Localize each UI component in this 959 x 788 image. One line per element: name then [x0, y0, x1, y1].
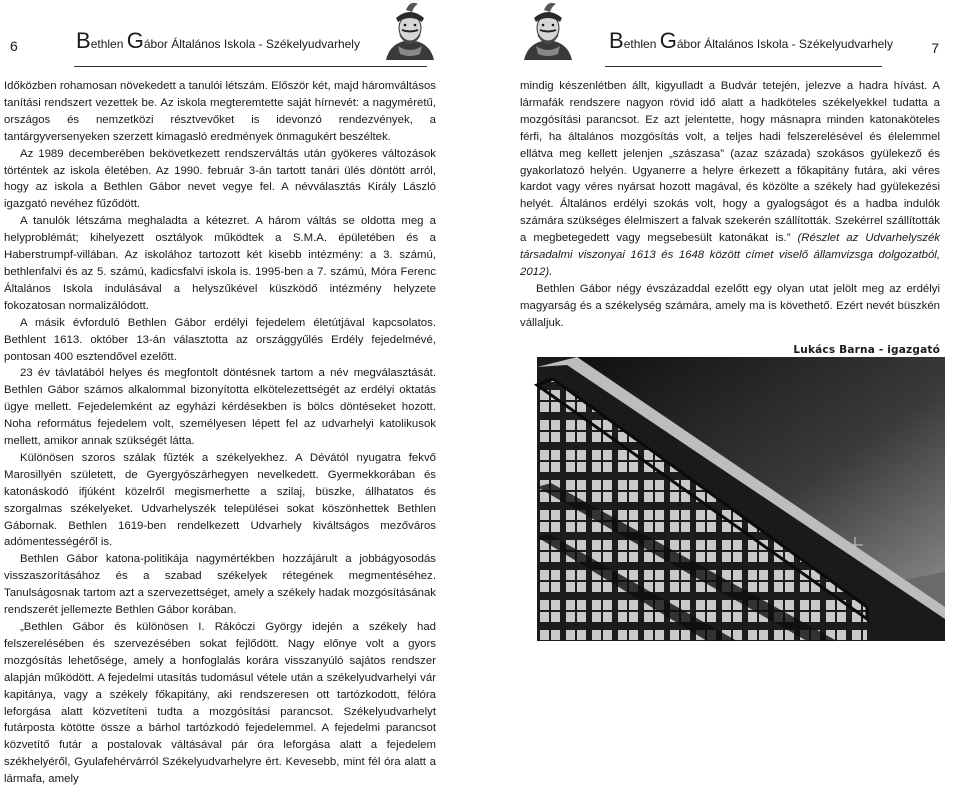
left-page: [0, 0, 479, 786]
left-body-text: [4, 78, 436, 788]
paragraph: A tanulók létszáma meghaladta a kétezret. A három váltás se oldotta meg a helyproblémát; kihelyezett osztályok működtek a S.M.A. épületében és a Haberstrumpf-villában. Az iskolához tartozott két kisebb intézmény: a 3. számú, bethlenfalvi és az 5. számú, kadicsfalvi iskola is. 1995-ben a 7. számú, Móra Ferenc Általános Iskola indulásával a helyszűkével küszködő intézmény helyzete fokozatosan normalizálódott.: [4, 215, 436, 312]
left-page-header: [0, 0, 479, 68]
header-rule: [74, 66, 427, 67]
right-page: [480, 0, 959, 688]
paragraph: A másik évforduló Bethlen Gábor erdélyi fejedelem életútjával kapcsolatos. Bethlent 1613. október 13-án választotta az országgyűlés Erdély fejedelmévé, pontosan 400 esztendővel ezelőtt.: [4, 316, 436, 363]
signature: Lukács Barna - igazgató: [793, 343, 940, 356]
paragraph: „Bethlen Gábor és különösen I. Rákóczi György idején a székely had felszerelésében és szervezésében sokat fejlődött. Nagy előnye volt a gyors mozgósítás lehetősége, amely a honfoglalás korára visszanyúló sajátos rendszer alapján működött. A fejedelmi utasítás tudomásul vétele után a székelyudvarhelyi vár kapitánya, vagy a székely főkapitány, aki rendszeresen ott tartózkodott, félóra leforgása alatt közvetíteni tudta a mozgósítási parancsot. Székelyudvarhelyt futárposta kötötte össze a bárhol tartózkodó fejedelemmel. A fejedelmi parancsot közvetítő futár a postalovak váltásával pár óra leforgása alatt a fejedelem székhelyéről, Gyulafehérvárról Székelyudvarhelyre ért. Kevesebb, mint fél óra alatt a lármafa, amely: [4, 621, 436, 786]
page-number: 7: [931, 40, 939, 56]
right-page-header: [480, 0, 959, 68]
school-name-header: Bethlen Gábor Általános Iskola - Székelyudvarhely: [76, 28, 360, 53]
paragraph: Különösen szoros szálak fűzték a székelyekhez. A Dévától nyugatra fekvő Marosillyén született, de Gyergyószárhegyen nevelkedett. Gyermekkorában és katonáskodó ifjúként közelről megismerhette a szilaj, büszke, állhatatos és szorgalmas székelyeket. Udvarhelyszék települései sokat köszönhettek Bethlen Gábornak. Bethlen 1619-ben rendelkezett Udvarhely kiváltságos mezőváros adómentességéről is.: [4, 451, 436, 549]
paragraph: Az 1989 decemberében bekövetkezett rendszerváltás után gyökeres változások történtek az iskola életében. Az 1990. február 3-án tartott tanári ülés döntött arról, hogy az iskola a Bethlen Gábor nevet vegye fel. A névválasztás Király László igazgató nevéhez fűződött.: [4, 147, 436, 211]
header-rule: [605, 66, 882, 67]
bethlen-gabor-portrait-icon: [382, 2, 438, 60]
school-name-header: Bethlen Gábor Általános Iskola - Székelyudvarhely: [609, 28, 893, 53]
school-building-photo: [537, 357, 945, 641]
page-number: 6: [10, 38, 18, 54]
paragraph: Bethlen Gábor katona-politikája nagymértékben hozzájárult a jobbágyosodás visszaszorításához és a szabad székelyek rétegének megmentéséhez. Tanulságosnak tartom azt a szervezettséget, amely a székely hadak mozgósításának rendszerét jellemezte Bethlen Gábor korában.: [4, 553, 436, 617]
citation: (Részlet az Udvarhelyszék társadalmi viszonyai 1613 és 1648 között címet viselő államvizsga dolgozatból, 2012).: [520, 232, 940, 278]
bethlen-gabor-portrait-icon: [520, 2, 576, 60]
right-body-text: [520, 78, 940, 359]
paragraph: Időközben rohamosan növekedett a tanulói létszám. Először két, majd háromváltásos tanítási rendszert vezettek be. Az iskola megteremtette saját hírnevét: a nagyméretű, országos és nemzetközi résztvevőket is idevonzó rendezvények, a tantárgyversenyeken szerzett kimagasló eredmények önmagukért beszéltek.: [4, 80, 436, 143]
paragraph: mindig készenlétben állt, kigyulladt a Budvár tetején, jelezve a hadra hívást. A lármafák rendszere nagyon rövid idő alatt a hadköteles székelyekkel tudatta a mozgósítási parancsot. Ez azt jelentette, hogy másnapra minden katonaköteles férfi, ha általános mozgósítás volt, a teljes hadi felszerelésével és élelemmel ellátva meg kellett jelenjen „szászasa” (azaz százada) szokásos gyülekező és gyakorlatozó helyén. Ugyanerre a helyre érkezett a főkapitány futára, aki véres kardot vagy véres nyársat hozott magával, és közölte a székely had gyülekezési helyét. Általános erdélyi szokás volt, hogy a gyalogságot és a hadba indulók számára szükséges élelmiszert a falvak szekerén szállították. Szekérrel szállították a megbetegedett vagy megsebesült katonákat is.” (Részlet az Udvarhelyszék társadalmi viszonyai 1613 és 1648 között címet viselő államvizsga dolgozatból, 2012).: [520, 80, 940, 278]
paragraph: Bethlen Gábor négy évszázaddal ezelőtt egy olyan utat jelölt meg az erdélyi magyarság és a székelység számára, amely ma is követhető. Ezért nevét büszkén vállaljuk.: [520, 282, 940, 329]
paragraph: 23 év távlatából helyes és megfontolt döntésnek tartom a név megválasztását. Bethlen Gábor számos alkalommal bizonyította elkötelezettségét az erdélyi oktatás ügye mellett. Fejedelemként az egyházi kérdésekben is bölcs döntéseket hozott. Noha református fejedelem volt, személyesen lépett fel az udvarhelyi katolikusok mellett, amikor annak szükségét látta.: [4, 367, 436, 448]
